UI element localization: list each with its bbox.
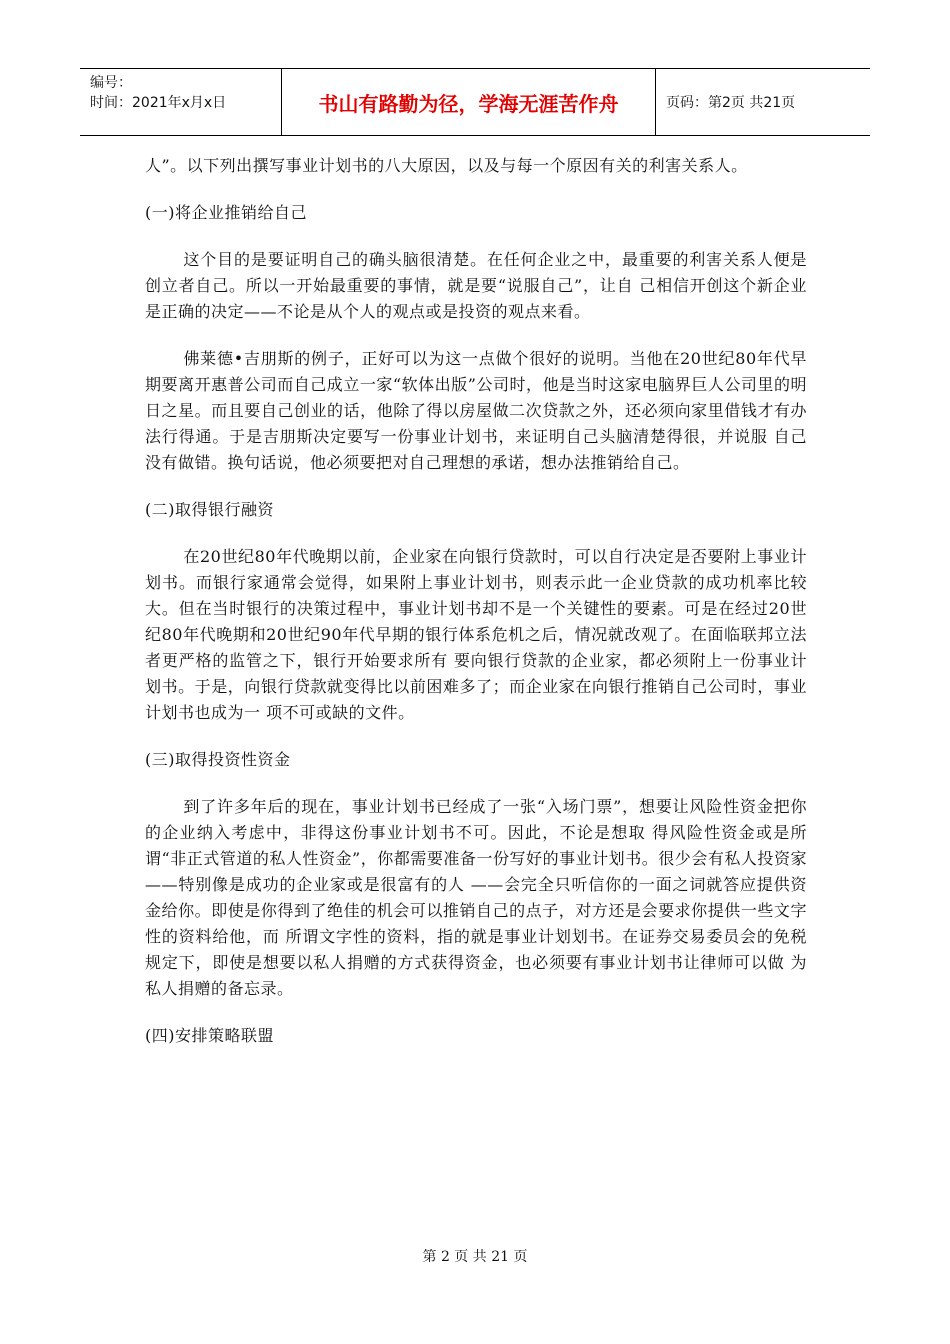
document-time-label: 时间：2021年x月x日 [90, 95, 227, 111]
paragraph-continuation: 人”。以下列出撰写事业计划书的八大原因，以及与每一个原因有关的利害关系人。 [145, 156, 748, 175]
section-heading-3: (三)取得投资性资金 [145, 750, 291, 769]
paragraph: 在20世纪80年代晚期以前，企业家在向银行贷款时，可以自行决定是否要附上事业计划书。而银行家通常会觉得，如果附上事业计划书，则表示此一企业贷款的成功机率比较大。但在当时银行的决策过程中，事业计划书却不是一个关键性的要素。可是在经过20世纪80年代晚期和20世纪90年代早期的银行体系危机之后，情况就改观了。在面临联邦立法者更严格的监管之下，银行开始要求所有 要向银行贷款的企业家，都必须附上一份事业计划书。于是，向银行贷款就变得比以前困难多了；而企业家在向银行推销自己公司时，事业计划书也成为一 项不可或缺的文件。 [145, 547, 807, 722]
header-meta [80, 69, 282, 135]
paragraph: 到了许多年后的现在，事业计划书已经成了一张“入场门票”，想要让风险性资金把你的企业纳入考虑中，非得这份事业计划书不可。因此，不论是想取 得风险性资金或是所谓“非正式管道的私人性资金”，你都需要准备一份写好的事业计划书。很少会有私人投资家——特别像是成功的企业家或是很富有的人 ——会完全只听信你的一面之词就答应提供资金给你。即使是你得到了绝佳的机会可以推销自己的点子，对方还是会要求你提供一些文字性的资料给他，而 所谓文字性的资料，指的就是事业计划划书。在证券交易委员会的免税规定下，即使是想要以私人捐赠的方式获得资金，也必须要有事业计划书让律师可以做 为私人捐赠的备忘录。 [145, 797, 807, 998]
paragraph: 这个目的是要证明自己的确头脑很清楚。在任何企业之中，最重要的利害关系人便是创立者自己。所以一开始最重要的事情，就是要“说服自己”，让自 己相信开创这个新企业是正确的决定——不论是从个人的观点或是投资的观点来看。 [145, 250, 807, 321]
document-number-label: 编号： [90, 75, 132, 91]
section-heading-4: (四)安排策略联盟 [145, 1026, 274, 1045]
header-page-number: 页码：第2页 共21页 [666, 95, 796, 111]
section-heading-1: (一)将企业推销给自己 [145, 203, 307, 222]
header-motto: 书山有路勤为径，学海无涯苦作舟 [282, 69, 656, 135]
paragraph: 佛莱德•吉朋斯的例子，正好可以为这一点做个很好的说明。当他在20世纪80年代早期要离开惠普公司而自己成立一家“软体出版”公司时，他是当时这家电脑界巨人公司里的明日之星。而且要自己创业的话，他除了得以房屋做二次贷款之外，还必须向家里借钱才有办法行得通。于是吉朋斯决定要写一份事业计划书，来证明自己头脑清楚得很，并说服 自己没有做错。换句话说，他必须要把对自己理想的承诺，想办法推销给自己。 [145, 349, 807, 472]
document-body [145, 153, 807, 1070]
page-header [80, 68, 870, 136]
section-heading-2: (二)取得银行融资 [145, 500, 274, 519]
page-footer: 第 2 页 共 21 页 [422, 1249, 528, 1265]
